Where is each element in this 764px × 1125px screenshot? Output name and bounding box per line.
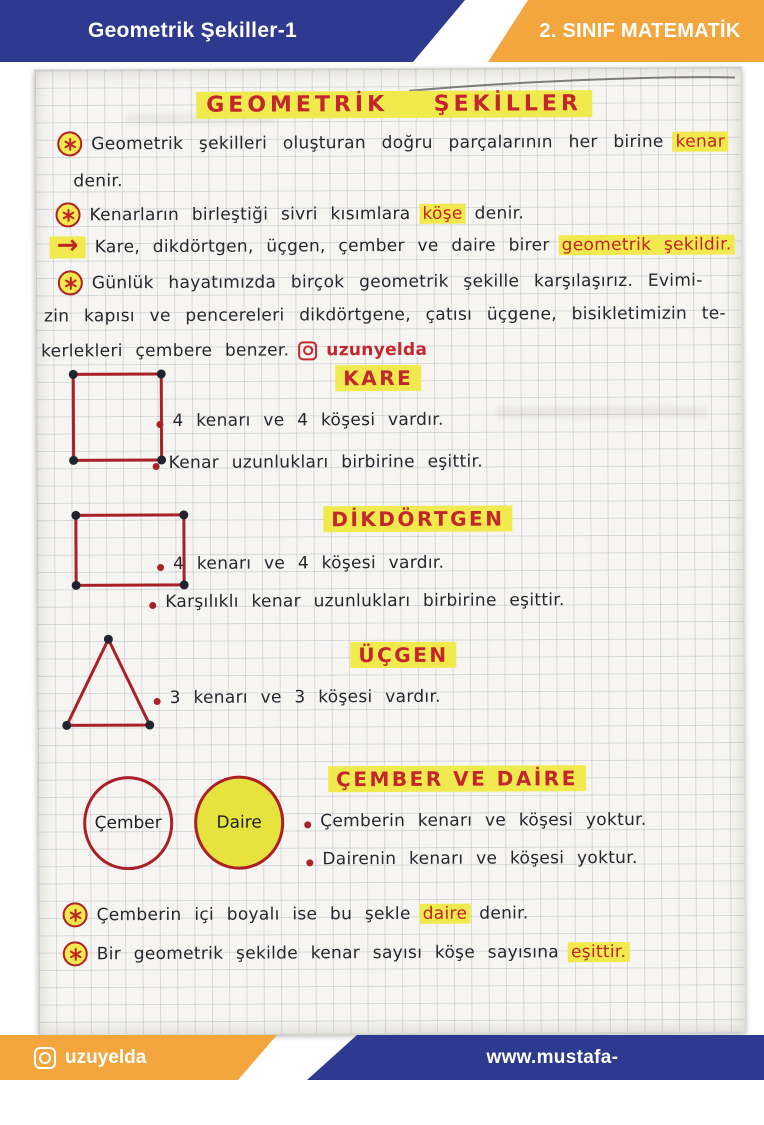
bullet-dot-icon: [153, 463, 160, 470]
star-bullet-icon: [57, 131, 82, 156]
cember-daire-item-1: [304, 810, 646, 831]
intro-line-2: [55, 200, 524, 227]
ink-smudge: [496, 406, 706, 419]
star-bullet-icon: [63, 941, 88, 966]
triangle-shape: [57, 628, 159, 732]
intro-line-5: [41, 340, 427, 362]
cember-daire-item-2-text: Dairenin kenarı ve köşesi yoktur.: [322, 848, 637, 869]
intro-line-2-text: Kenarların birleştiği sivri kısımlara: [89, 203, 410, 224]
bullet-dot-icon: [306, 859, 313, 866]
dikdortgen-item-1: [157, 553, 444, 574]
note-1-tail: denir.: [479, 903, 528, 923]
intro-line-4-text: zin kapısı ve pencereleri dikdörtgene, çatısı üçgene, bisikletimizin te-: [44, 304, 726, 327]
dikdortgen-item-2-text: Karşılıklı kenar uzunlukları birbirine eşittir.: [165, 590, 565, 612]
note-2: [63, 939, 630, 966]
instagram-icon: [34, 1047, 56, 1069]
dikdortgen-item-1-text: 4 kenarı ve 4 köşesi vardır.: [173, 553, 444, 574]
kare-item-2: [153, 452, 483, 473]
intro-line-3-text: Günlük hayatımızda birçok geometrik şekille karşılaşırız. Evimi-: [92, 270, 703, 293]
star-bullet-icon: [63, 902, 88, 927]
kose-highlight: köşe: [419, 203, 465, 223]
intro-line-2-tail: denir.: [475, 203, 524, 223]
daire-label: Daire: [216, 813, 261, 833]
kare-item-2-text: Kenar uzunlukları birbirine eşittir.: [169, 452, 483, 473]
bullet-dot-icon: [149, 602, 156, 609]
bullet-dot-icon: [157, 563, 164, 570]
arrow-line: [50, 233, 735, 258]
kare-item-1-text: 4 kenarı ve 4 köşesi vardır.: [172, 410, 443, 431]
ucgen-item-1-text: 3 kenarı ve 3 köşesi vardır.: [170, 687, 441, 708]
bullet-dot-icon: [156, 420, 163, 427]
cember-daire-item-2: [306, 848, 637, 869]
star-bullet-icon: [58, 270, 83, 295]
arrow-icon: →: [50, 236, 86, 258]
note-1-text: Çemberin içi boyalı ise bu şekle: [97, 903, 411, 924]
esittir-highlight: eşittir.: [568, 941, 629, 961]
kare-section-title: KARE: [335, 365, 421, 391]
intro-line-1-cont: [73, 171, 122, 191]
ucgen-item-1: [154, 687, 441, 708]
notebook-page: [34, 66, 746, 1035]
intro-line-3: [58, 268, 703, 296]
note-2-text: Bir geometrik şekilde kenar sayısı köşe sayısına: [97, 942, 559, 964]
cember-daire-item-1-text: Çemberin kenarı ve köşesi yoktur.: [320, 810, 646, 831]
header-banner: [0, 0, 764, 62]
cember-circle-shape: [83, 776, 173, 870]
intro-line-1-text: Geometrik şekilleri oluşturan doğru parçalarının her birine: [91, 131, 664, 153]
footer-instagram: [34, 1035, 146, 1080]
instagram-handle: uzunyelda: [326, 340, 427, 360]
page-title: GEOMETRİK ŞEKİLLER: [196, 90, 592, 119]
worksheet-title: Geometrik Şekiller-1: [0, 0, 385, 62]
intro-line-5-text: kerlekleri çembere benzer.: [41, 340, 289, 361]
square-shape: [66, 368, 168, 466]
intro-line-1: [57, 129, 728, 157]
note-1: [63, 900, 529, 927]
star-bullet-icon: [55, 202, 80, 227]
dikdortgen-section-title: DİKDÖRTGEN: [323, 505, 512, 532]
bullet-dot-icon: [304, 821, 311, 828]
bullet-dot-icon: [154, 698, 161, 705]
ucgen-section-title: ÜÇGEN: [350, 642, 456, 668]
daire-highlight: daire: [420, 903, 471, 923]
intro-line-4: [44, 304, 726, 327]
footer-banner: [0, 1035, 764, 1080]
cember-daire-section-title: ÇEMBER VE DAİRE: [328, 765, 586, 792]
rectangle-shape: [69, 508, 191, 593]
footer-instagram-handle: uzuyelda: [65, 1047, 146, 1069]
kare-item-1: [156, 410, 443, 431]
geometrik-sekildir-highlight: geometrik şekildir.: [559, 234, 735, 255]
intro-line-1-cont-text: denir.: [73, 171, 122, 191]
footer-website: www.mustafa-turan.com: [487, 1035, 672, 1080]
cember-label: Çember: [95, 813, 162, 833]
grade-subject-label: 2. SINIF MATEMATİK: [522, 0, 758, 62]
instagram-icon: [298, 341, 317, 360]
daire-circle-shape: [194, 775, 284, 869]
kenar-highlight: kenar: [673, 131, 728, 151]
arrow-line-text: Kare, dikdörtgen, üçgen, çember ve daire birer: [95, 235, 550, 257]
dikdortgen-item-2: [149, 590, 565, 612]
